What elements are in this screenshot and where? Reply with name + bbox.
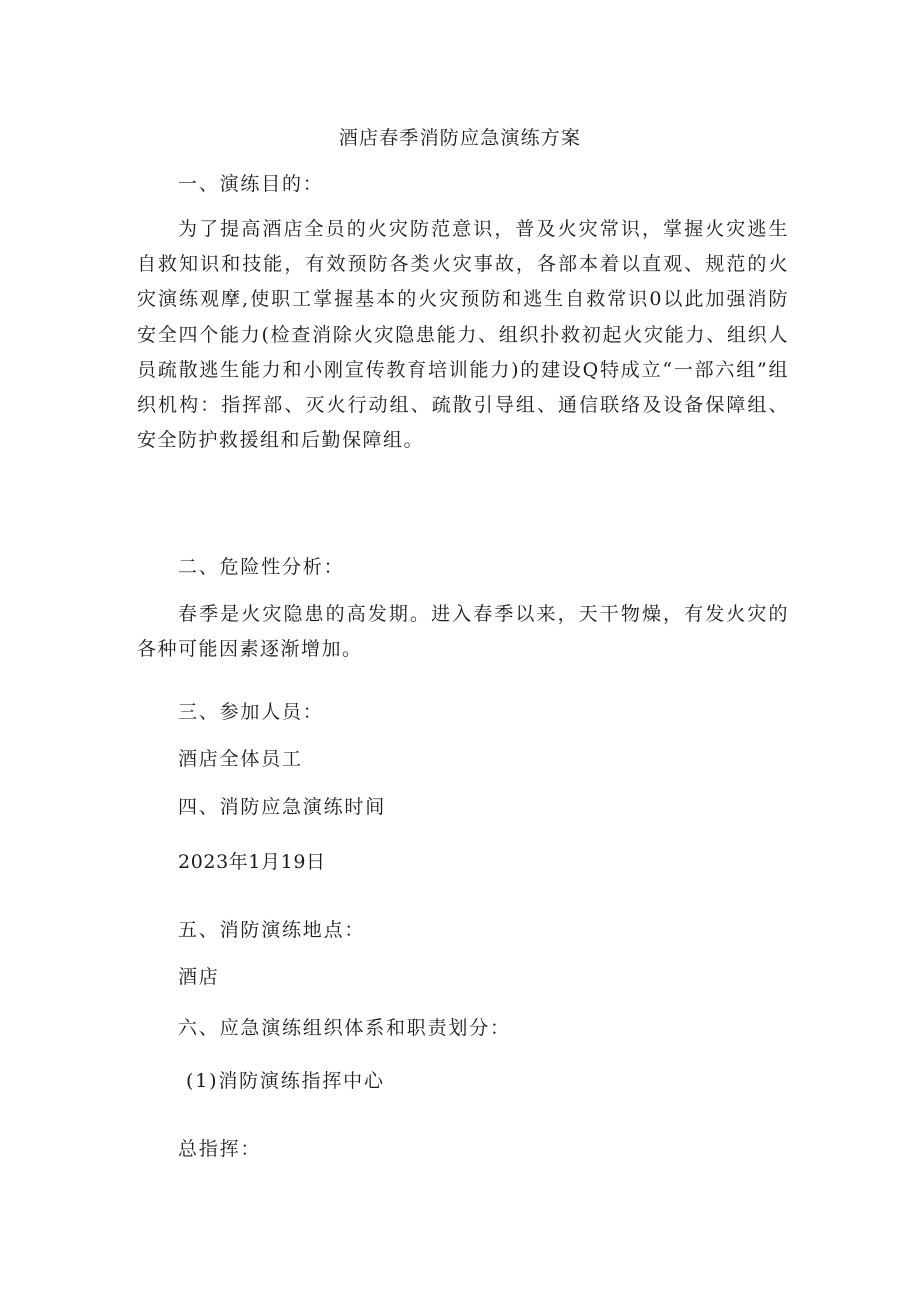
section-body-time: 2023年1月19日: [178, 851, 326, 873]
section-heading-organization: 六、应急演练组织体系和职责划分：: [178, 1017, 511, 1039]
section-heading-purpose: 一、演练目的：: [178, 173, 324, 195]
section-heading-risk: 二、危险性分析：: [178, 556, 345, 578]
list-item-commander: 总指挥：: [178, 1138, 262, 1160]
document-title: 酒店春季消防应急演练方案: [338, 127, 582, 149]
section-heading-time: 四、消防应急演练时间: [178, 796, 387, 818]
section-heading-location: 五、消防演练地点：: [178, 919, 366, 941]
subsection-heading-command-center: (1)消防演练指挥中心: [186, 1070, 385, 1092]
section-body-participants: 酒店全体员工: [178, 748, 303, 770]
section-heading-participants: 三、参加人员：: [178, 701, 324, 723]
section-body-purpose: 为了提高酒店全员的火灾防范意识，普及火灾常识，掌握火灾逃生自救知识和技能，有效预防各类火灾事故，各部本着以直观、规范的火灾演练观摩,使职工掌握基本的火灾预防和逃生自救常识0以此加强消防安全四个能力(检查消除火灾隐患能力、组织扑救初起火灾能力、组织人员疏散逃生能力和小刚宣传教育培训能力)的建设Q特成立“一部六组”组织机构：指挥部、灭火行动组、疏散引导组、通信联络及设备保障组、安全防护救援组和后勤保障组。: [137, 218, 789, 452]
section-body-location: 酒店: [178, 966, 220, 988]
section-body-risk: 春季是火灾隐患的高发期。进入春季以来，天干物燥，有发火灾的各种可能因素逐渐增加。: [137, 603, 789, 661]
